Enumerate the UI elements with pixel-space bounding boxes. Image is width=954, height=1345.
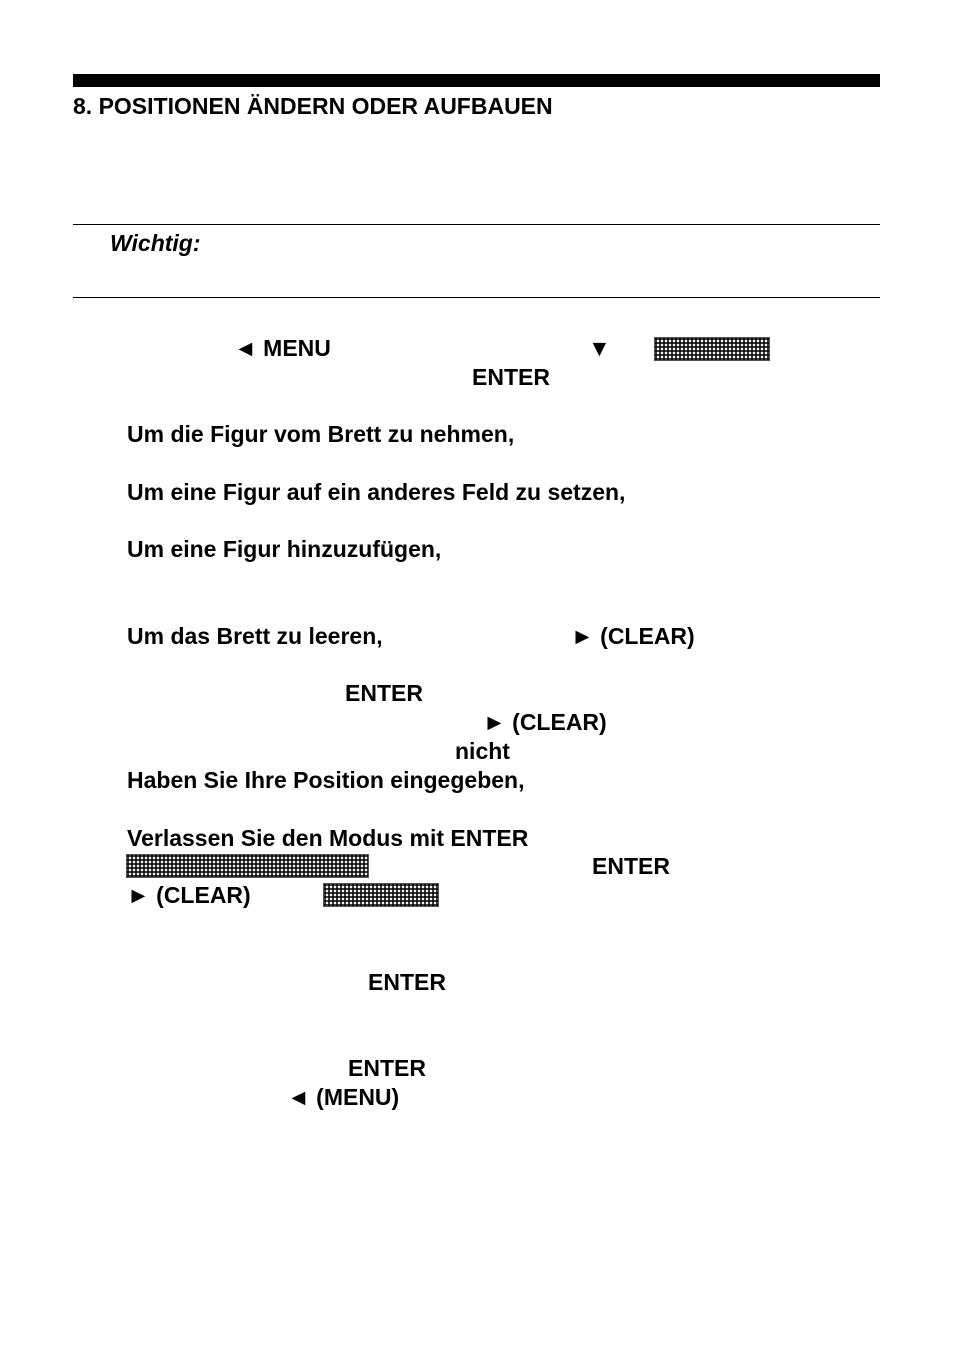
remove-piece-text: Um die Figur vom Brett zu nehmen, bbox=[127, 421, 515, 447]
enter-key-2: ENTER bbox=[345, 680, 423, 706]
lcd-new-position-text bbox=[127, 855, 368, 877]
add-piece-text: Um eine Figur hinzuzufügen, bbox=[127, 536, 442, 562]
move-piece-text: Um eine Figur auf ein anderes Feld zu setzen, bbox=[127, 479, 626, 505]
enter-key-5: ENTER bbox=[348, 1055, 426, 1081]
lcd-new-position-display bbox=[127, 855, 368, 877]
section-title: 8. POSITIONEN ÄNDERN ODER AUFBAUEN bbox=[73, 93, 553, 119]
lcd-setup-text bbox=[655, 338, 769, 360]
down-arrow-icon: ▼ bbox=[588, 335, 611, 361]
lcd-resume-text bbox=[324, 884, 438, 906]
enter-key-4: ENTER bbox=[368, 969, 446, 995]
lcd-resume-display bbox=[324, 884, 438, 906]
menu-key-2: ◄ (MENU) bbox=[287, 1084, 400, 1110]
clear-key-1: ► (CLEAR) bbox=[571, 623, 695, 649]
position-entered-text: Haben Sie Ihre Position eingegeben, bbox=[127, 767, 525, 793]
note-bottom-rule bbox=[73, 297, 880, 298]
exit-mode-text: Verlassen Sie den Modus mit ENTER bbox=[127, 825, 529, 851]
enter-key-1: ENTER bbox=[472, 364, 550, 390]
clear-key-2: ► (CLEAR) bbox=[483, 709, 607, 735]
nicht-text: nicht bbox=[455, 738, 510, 764]
note-top-rule bbox=[73, 224, 880, 225]
clear-key-3: ► (CLEAR) bbox=[127, 882, 251, 908]
menu-key: ◄ MENU bbox=[234, 335, 331, 361]
note-label: Wichtig: bbox=[110, 230, 201, 256]
clear-board-text: Um das Brett zu leeren, bbox=[127, 623, 383, 649]
top-rule-bar bbox=[73, 74, 880, 87]
lcd-setup-display bbox=[655, 338, 769, 360]
enter-key-3: ENTER bbox=[592, 853, 670, 879]
